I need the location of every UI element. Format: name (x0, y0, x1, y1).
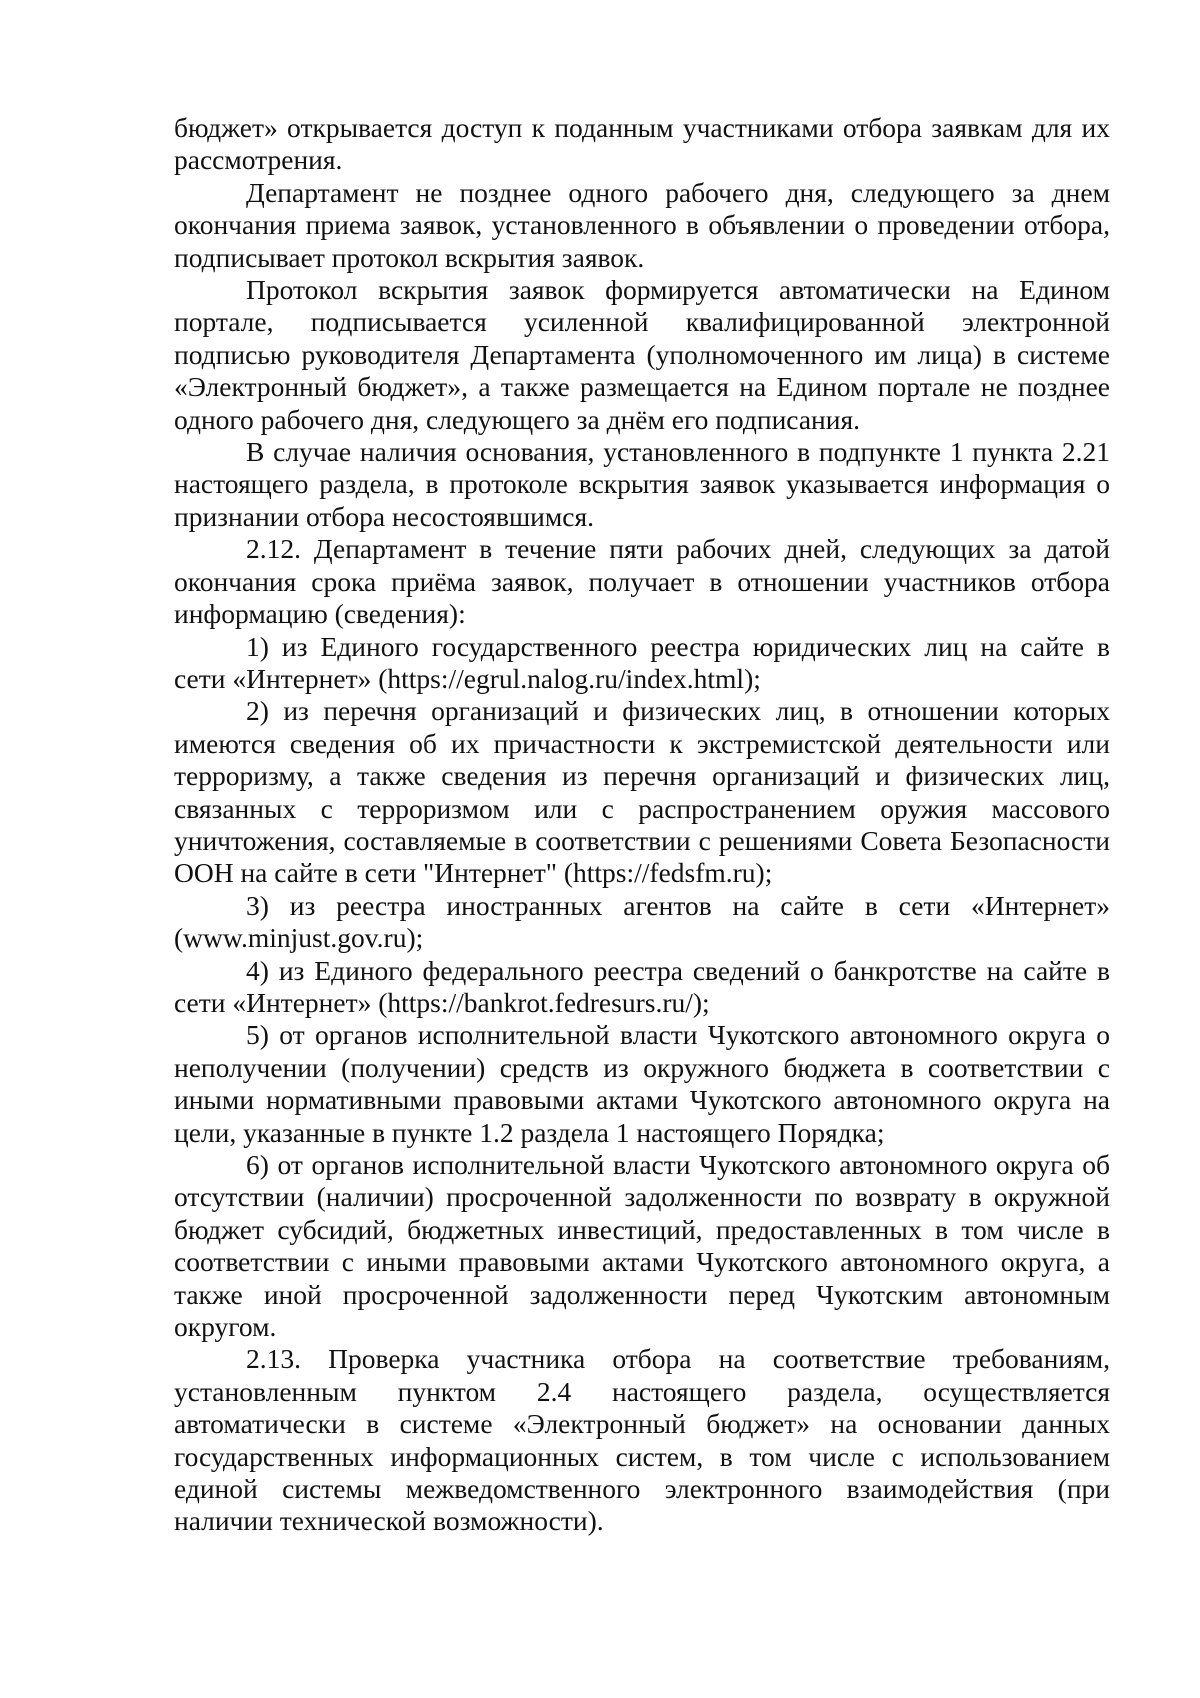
paragraph-protocol-signing: Департамент не позднее одного рабочего дня, следующего за днем окончания приема заявок, установленного в объявлении о проведении отбора, подписывает протокол вскрытия заявок. (174, 176, 1110, 273)
list-item-3: 3) из реестра иностранных агентов на сайте в сети «Интернет» (www.minjust.gov.ru); (174, 889, 1110, 954)
paragraph-selection-failed: В случае наличия основания, установленного в подпункте 1 пункта 2.21 настоящего раздела, в протоколе вскрытия заявок указывается информация о признании отбора несостоявшимся. (174, 436, 1110, 532)
list-item-4: 4) из Единого федерального реестра сведений о банкротстве на сайте в сети «Интернет» (https://bankrot.fedresurs.ru/); (174, 954, 1110, 1018)
list-item-1: 1) из Единого государственного реестра юридических лиц на сайте в сети «Интернет» (https://egrul.nalog.ru/index.html); (174, 630, 1110, 694)
list-item-5: 5) от органов исполнительной власти Чукотского автономного округа о неполучении (получении) средств из окружного бюджета в соответствии с иными нормативными правовыми актами Чукотского автономного округа на цели, указанные в пункте 1.2 раздела 1 настоящего Порядка; (174, 1019, 1110, 1148)
list-item-2: 2) из перечня организаций и физических лиц, в отношении которых имеются сведения об их причастности к экстремистской деятельности или терроризму, а также сведения из перечня организаций и физических лиц, связанных с терроризмом или с распространением оружия массового уничтожения, составляемые в соответствии с решениями Совета Безопасности ООН на сайте в сети "Интернет" (https://fedsfm.ru); (174, 695, 1110, 889)
paragraph-clause-2-12: 2.12. Департамент в течение пяти рабочих дней, следующих за датой окончания срока приёма заявок, получает в отношении участников отбора информацию (сведения): (174, 533, 1110, 630)
paragraph-continuation: бюджет» открывается доступ к поданным участниками отбора заявкам для их рассмотрения. (174, 112, 1110, 176)
document-body (174, 112, 1110, 1538)
paragraph-protocol-formation: Протокол вскрытия заявок формируется автоматически на Едином портале, подписывается усиленной квалифицированной электронной подписью руководителя Департамента (уполномоченного им лица) в системе «Электронный бюджет», а также размещается на Едином портале не позднее одного рабочего дня, следующего за днём его подписания. (174, 274, 1110, 435)
list-item-6: 6) от органов исполнительной власти Чукотского автономного округа об отсутствии (наличии) просроченной задолженности по возврату в окружной бюджет субсидий, бюджетных инвестиций, предоставленных в том числе в соответствии с иными правовыми актами Чукотского автономного округа, а также иной просроченной задолженности перед Чукотским автономным округом. (174, 1149, 1110, 1343)
paragraph-clause-2-13: 2.13. Проверка участника отбора на соответствие требованиям, установленным пунктом 2.4 настоящего раздела, осуществляется автоматически в системе «Электронный бюджет» на основании данных государственных информационных систем, в том числе с использованием единой системы межведомственного электронного взаимодействия (при наличии технической возможности). (174, 1343, 1110, 1537)
